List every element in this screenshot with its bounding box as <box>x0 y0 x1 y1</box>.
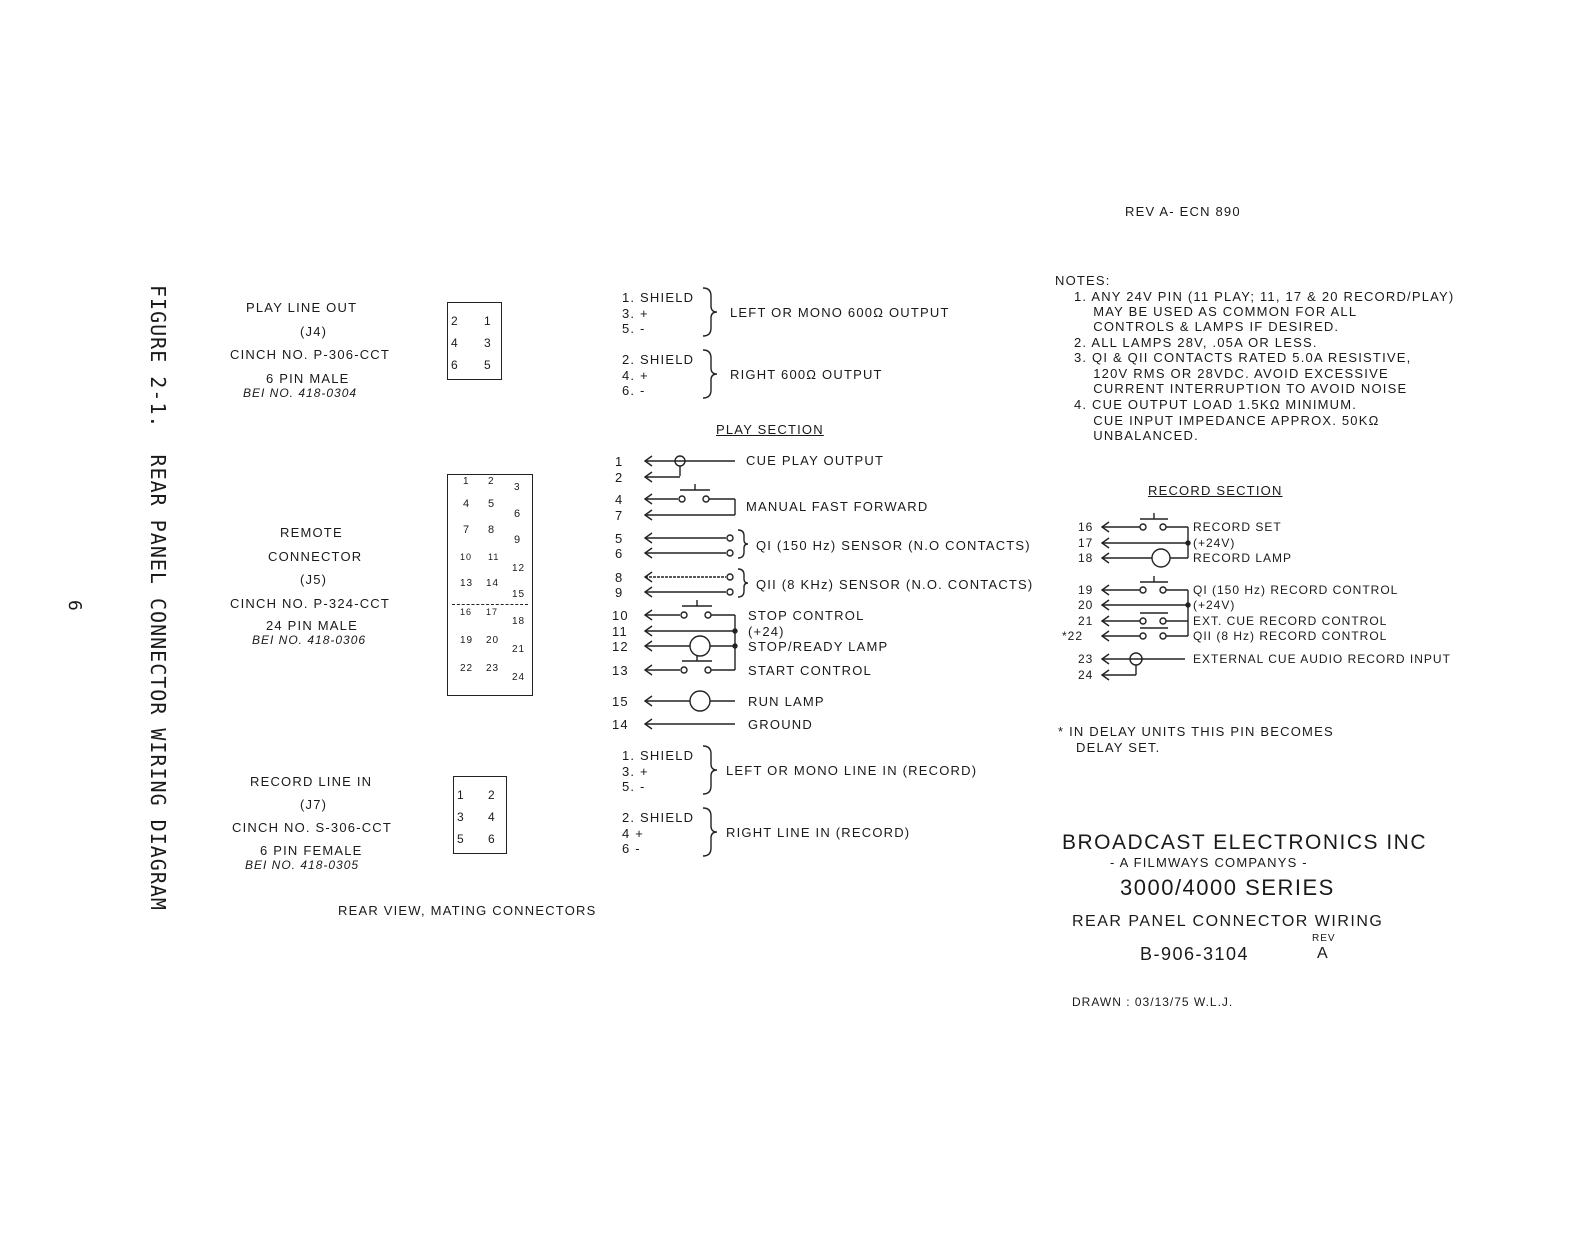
pin-number: 6 <box>615 546 624 561</box>
pin-number: 16 <box>1078 520 1094 534</box>
j5-pin: 15 <box>512 589 526 600</box>
delay-note-line-2: DELAY SET. <box>1076 740 1161 755</box>
pin-label: 1. SHIELD <box>622 290 695 305</box>
pin-number: 13 <box>612 663 629 678</box>
signal-label: CUE PLAY OUTPUT <box>746 453 885 468</box>
j5-line-4: CINCH NO. P-324-CCT <box>230 596 391 611</box>
pin-number: 11 <box>612 624 628 639</box>
pin-label: 6 - <box>622 841 641 856</box>
j7-line-2: (J7) <box>300 797 328 812</box>
j5-key-line <box>452 604 528 605</box>
rev-value: A <box>1317 945 1330 962</box>
play-section-title: PLAY SECTION <box>716 422 824 437</box>
j5-pin: 22 <box>460 663 474 674</box>
delay-note-line-1: * IN DELAY UNITS THIS PIN BECOMES <box>1058 724 1334 739</box>
signal-label: QII (8 KHz) SENSOR (N.O. CONTACTS) <box>756 577 1034 592</box>
pin-number: 24 <box>1078 668 1094 682</box>
j7-pin: 2 <box>488 788 496 802</box>
pin-number: 10 <box>612 608 629 623</box>
j4-pin: 3 <box>484 336 492 350</box>
pin-number: 5 <box>615 531 624 546</box>
j7-pin: 3 <box>457 810 465 824</box>
drawing-number: B-906-3104 <box>1140 944 1250 964</box>
j4-line-1: PLAY LINE OUT <box>246 300 358 315</box>
signal-label: RECORD SET <box>1193 520 1282 534</box>
j5-line-3: (J5) <box>300 572 328 587</box>
j4-pin: 1 <box>484 314 492 328</box>
signal-label: EXT. CUE RECORD CONTROL <box>1193 614 1388 628</box>
pin-label: 3. + <box>622 764 649 779</box>
company-name: BROADCAST ELECTRONICS INC <box>1062 831 1427 854</box>
pin-label: 6. - <box>622 383 646 398</box>
j5-pin: 23 <box>486 663 500 674</box>
series-name: 3000/4000 SERIES <box>1120 875 1335 900</box>
j4-pin: 5 <box>484 358 492 372</box>
rev-label: REV <box>1312 933 1336 944</box>
pin-number: 23 <box>1078 652 1094 666</box>
signal-label: (+24) <box>748 624 785 639</box>
pin-number: 8 <box>615 570 624 585</box>
signal-label: QI (150 Hz) RECORD CONTROL <box>1193 583 1399 597</box>
record-wires <box>1102 513 1190 680</box>
brace-right-output <box>703 350 717 398</box>
j4-line-4: 6 PIN MALE <box>266 371 350 386</box>
pin-number: 18 <box>1078 551 1094 565</box>
j5-pin: 4 <box>463 498 471 510</box>
j5-pin: 3 <box>514 482 521 493</box>
brace-left-linein <box>703 746 717 794</box>
note-line: MAY BE USED AS COMMON FOR ALL <box>1074 304 1358 319</box>
pin-number: 15 <box>612 694 629 709</box>
note-line: CUE INPUT IMPEDANCE APPROX. 50KΩ <box>1074 413 1380 428</box>
j5-line-2: CONNECTOR <box>268 549 363 564</box>
j5-pin: 19 <box>460 635 474 646</box>
note-line: 1. ANY 24V PIN (11 PLAY; 11, 17 & 20 RECORD/PLAY) <box>1074 289 1455 304</box>
pin-label: 5. - <box>622 779 646 794</box>
pin-label: 1. SHIELD <box>622 748 695 763</box>
pin-label: 2. SHIELD <box>622 352 695 367</box>
j4-line-3: CINCH NO. P-306-CCT <box>230 347 391 362</box>
signal-label: STOP CONTROL <box>748 608 865 623</box>
j5-pin: 14 <box>486 578 500 589</box>
signal-label: STOP/READY LAMP <box>748 639 889 654</box>
figure-title: FIGURE 2-1. REAR PANEL CONNECTOR WIRING DIAGRAM <box>146 285 170 911</box>
pin-number: 7 <box>615 508 624 523</box>
drawing-title: REAR PANEL CONNECTOR WIRING <box>1072 913 1384 930</box>
j5-connector <box>447 474 533 696</box>
signal-label: QI (150 Hz) SENSOR (N.O CONTACTS) <box>756 538 1031 553</box>
j7-line-5: BEI NO. 418-0305 <box>245 858 360 872</box>
note-line: CONTROLS & LAMPS IF DESIRED. <box>1074 319 1340 334</box>
input-label: LEFT OR MONO LINE IN (RECORD) <box>726 763 978 778</box>
j5-pin: 11 <box>488 552 500 562</box>
j7-line-4: 6 PIN FEMALE <box>260 843 363 858</box>
j5-pin: 5 <box>488 498 496 510</box>
note-line: CURRENT INTERRUPTION TO AVOID NOISE <box>1074 381 1408 396</box>
j4-line-2: (J4) <box>300 324 328 339</box>
note-line: 3. QI & QII CONTACTS RATED 5.0A RESISTIVE, <box>1074 350 1412 365</box>
pin-number: 14 <box>612 717 629 732</box>
note-line: 4. CUE OUTPUT LOAD 1.5KΩ MINIMUM. <box>1074 397 1358 412</box>
j7-connector <box>453 776 507 854</box>
j4-connector <box>447 302 502 380</box>
j5-pin: 21 <box>512 644 526 655</box>
j5-pin: 1 <box>463 476 470 487</box>
input-label: RIGHT LINE IN (RECORD) <box>726 825 911 840</box>
signal-label: QII (8 Hz) RECORD CONTROL <box>1193 629 1388 643</box>
brace-right-linein <box>703 808 717 856</box>
pin-label: 3. + <box>622 306 649 321</box>
brace-left-output <box>703 288 717 336</box>
j5-pin: 17 <box>486 607 499 617</box>
output-label: RIGHT 600Ω OUTPUT <box>730 367 883 382</box>
pin-number: 17 <box>1078 536 1094 550</box>
j5-line-6: BEI NO. 418-0306 <box>252 633 367 647</box>
pin-number: 2 <box>615 470 624 485</box>
signal-label: GROUND <box>748 717 813 732</box>
pin-number: 4 <box>615 492 624 507</box>
note-line: 2. ALL LAMPS 28V, .05A OR LESS. <box>1074 335 1318 350</box>
pin-label: 2. SHIELD <box>622 810 695 825</box>
output-label: LEFT OR MONO 600Ω OUTPUT <box>730 305 950 320</box>
j5-pin: 13 <box>460 578 474 589</box>
note-line: UNBALANCED. <box>1074 428 1199 443</box>
j5-pin: 12 <box>512 563 526 574</box>
pin-number: 21 <box>1078 614 1094 628</box>
pin-number: 9 <box>615 585 624 600</box>
pin-label: 5. - <box>622 321 646 336</box>
pin-number: 12 <box>612 639 629 654</box>
j7-line-1: RECORD LINE IN <box>250 774 373 789</box>
j5-pin: 6 <box>514 508 522 520</box>
j7-pin: 4 <box>488 810 496 824</box>
rear-view-caption: REAR VIEW, MATING CONNECTORS <box>338 903 597 918</box>
pin-number: 20 <box>1078 598 1094 612</box>
pin-number: 19 <box>1078 583 1094 597</box>
j5-pin: 7 <box>463 524 471 536</box>
pin-number: 1 <box>615 454 624 469</box>
j5-pin: 20 <box>486 635 500 646</box>
j5-line-1: REMOTE <box>280 525 343 540</box>
signal-label: RECORD LAMP <box>1193 551 1293 565</box>
j5-pin: 9 <box>514 534 522 546</box>
pin-number: *22 <box>1062 629 1084 643</box>
play-wires <box>645 456 748 729</box>
j4-line-5: BEI NO. 418-0304 <box>243 386 358 400</box>
signal-label: (+24V) <box>1193 598 1236 612</box>
notes-heading: NOTES: <box>1055 273 1111 288</box>
j5-pin: 2 <box>488 476 495 487</box>
j4-pin: 2 <box>451 314 459 328</box>
drawn-line: DRAWN : 03/13/75 W.L.J. <box>1072 995 1234 1009</box>
note-line: 120V RMS OR 28VDC. AVOID EXCESSIVE <box>1074 366 1389 381</box>
j4-pin: 6 <box>451 358 459 372</box>
j5-pin: 8 <box>488 524 496 536</box>
signal-label: RUN LAMP <box>748 694 825 709</box>
page-number: 6 <box>64 600 85 611</box>
record-section-title: RECORD SECTION <box>1148 483 1283 498</box>
j4-pin: 4 <box>451 336 459 350</box>
signal-label: START CONTROL <box>748 663 872 678</box>
pin-label: 4. + <box>622 368 649 383</box>
j7-pin: 1 <box>457 788 465 802</box>
j5-line-5: 24 PIN MALE <box>266 618 358 633</box>
j5-pin: 10 <box>460 552 473 562</box>
subsidiary-line: - A FILMWAYS COMPANYS - <box>1110 855 1308 870</box>
j5-pin: 18 <box>512 616 526 627</box>
signal-label: (+24V) <box>1193 536 1236 550</box>
signal-label: EXTERNAL CUE AUDIO RECORD INPUT <box>1193 652 1451 666</box>
revision-note: REV A- ECN 890 <box>1125 204 1241 219</box>
j5-pin: 24 <box>512 672 526 683</box>
pin-label: 4 + <box>622 826 645 841</box>
j7-pin: 5 <box>457 832 465 846</box>
signal-label: MANUAL FAST FORWARD <box>746 499 929 514</box>
j7-line-3: CINCH NO. S-306-CCT <box>232 820 393 835</box>
j5-pin: 16 <box>460 607 473 617</box>
j7-pin: 6 <box>488 832 496 846</box>
